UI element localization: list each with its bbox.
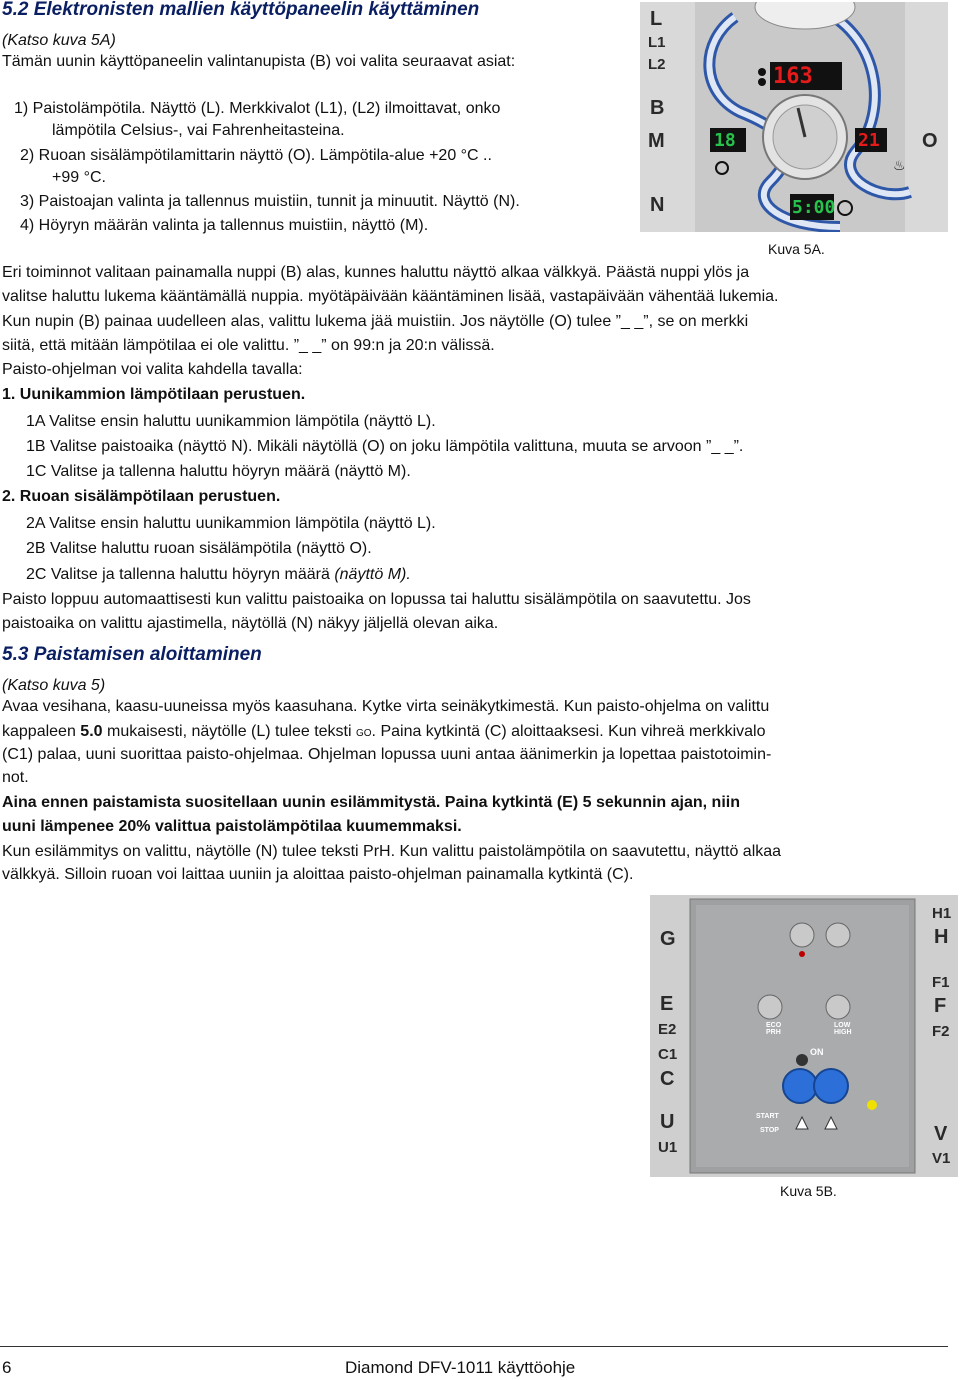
stop-label: STOP	[760, 1127, 779, 1134]
step-2a: 2A Valitse ensin haluttu uunikammion lämpötila (näyttö L).	[26, 515, 436, 532]
label-L2: L2	[648, 56, 666, 73]
paragraph-line: (C1) palaa, uuni suorittaa paisto-ohjelmaa. Ohjelman lopussa uuni antaa äänimerkin ja lopettaa paistotoimin-	[2, 746, 772, 763]
paragraph-line	[2, 721, 765, 742]
bold-note: Aina ennen paistamista suositellaan uunin esilämmitystä. Paina kytkintä (E) 5 sekunnin ajan, niin	[2, 794, 740, 811]
label-V1: V1	[932, 1150, 951, 1167]
method-2-heading: 2. Ruoan sisälämpötilaan perustuen.	[2, 488, 281, 505]
label-V: V	[934, 1123, 948, 1145]
label-C1: C1	[658, 1046, 678, 1063]
list-item-4: 4) Höyryn määrän valinta ja tallennus muistiin, näyttö (M).	[20, 217, 429, 234]
step-1c: 1C Valitse ja tallenna haluttu höyryn määrä (näyttö M).	[26, 463, 411, 480]
document-title: Diamond DFV-1011 käyttöohje	[345, 1358, 576, 1377]
step-2c	[26, 565, 411, 585]
figure-reference: (Katso kuva 5A)	[2, 32, 116, 49]
label-U1: U1	[658, 1139, 678, 1156]
step-2c-text: 2C Valitse ja tallenna haluttu höyryn määrä	[26, 566, 335, 583]
label-M: M	[648, 130, 665, 152]
step-1b: 1B Valitse paistoaika (näyttö N). Mikäli näytöllä (O) on joku lämpötila valittuna, muuta se arvoon ”_ _”.	[26, 438, 744, 455]
list-item-1: 1) Paistolämpötila. Näyttö (L). Merkkivalot (L1), (L2) ilmoittavat, onko	[14, 100, 501, 117]
text-span: mukaisesti, näytölle (L) tulee teksti	[102, 723, 356, 740]
paragraph-line: Paisto-ohjelman voi valita kahdella tavalla:	[2, 361, 303, 378]
list-item-2-cont: +99 °C.	[52, 169, 106, 186]
step-1a: 1A Valitse ensin haluttu uunikammion lämpötila (näyttö L).	[26, 413, 436, 430]
bold-note: uuni lämpenee 20% valittua paistolämpötilaa kuumemmaksi.	[2, 818, 462, 835]
footer-divider	[0, 1346, 948, 1347]
list-item-3: 3) Paistoajan valinta ja tallennus muistiin, tunnit ja minuutit. Näyttö (N).	[20, 193, 520, 210]
paragraph-line: paistoaika on valittu ajastimella, näytöllä (N) näkyy jäljellä olevan aika.	[2, 615, 499, 632]
low-high-label: LOW HIGH	[834, 1022, 852, 1036]
section-title: 5.2 Elektronisten mallien käyttöpaneelin käyttäminen	[2, 0, 480, 20]
label-C: C	[660, 1068, 675, 1090]
section-reference: 5.0	[80, 723, 103, 740]
label-O: O	[922, 130, 938, 152]
eco-label: ECO PRH	[766, 1022, 782, 1036]
label-L: L	[650, 8, 663, 30]
paragraph-line: valitse haluttu lukema kääntämällä nuppia. myötäpäivään kääntäminen lisää, vastapäivään vähentää lukemia.	[2, 288, 779, 305]
figure-5b-caption: Kuva 5B.	[780, 1183, 837, 1199]
paragraph-line: Kun esilämmitys on valittu, näytölle (N) tulee teksti PrH. Kun valittu paistolämpötila on saavutettu, näyttö alkaa	[2, 843, 782, 860]
figure-5b	[650, 895, 958, 1177]
method-1-heading: 1. Uunikammion lämpötilaan perustuen.	[2, 386, 306, 403]
on-label: ON	[810, 1047, 824, 1057]
figure-reference: (Katso kuva 5)	[2, 677, 106, 694]
label-N: N	[650, 194, 665, 216]
label-E2: E2	[658, 1021, 677, 1038]
label-F2: F2	[932, 1023, 950, 1040]
text-span: . Paina kytkintä (C) aloittaaksesi. Kun vihreä merkkivalo	[371, 723, 766, 740]
label-L1: L1	[648, 34, 666, 51]
svg-text:♨: ♨	[893, 158, 906, 174]
list-item-2: 2) Ruoan sisälämpötilamittarin näyttö (O). Lämpötila-alue +20 °C ..	[20, 147, 492, 164]
label-H: H	[934, 926, 949, 948]
text-span: kappaleen	[2, 723, 81, 740]
paragraph-line: välkkyä. Silloin ruoan voi laittaa uuniin ja aloittaa paisto-ohjelman painamalla kytkintä (C).	[2, 866, 634, 883]
label-G: G	[660, 928, 676, 950]
label-U: U	[660, 1111, 675, 1133]
label-H1: H1	[932, 905, 952, 922]
label-E: E	[660, 993, 674, 1015]
figure-5a-caption: Kuva 5A.	[768, 241, 825, 257]
display-right: 21	[858, 130, 880, 151]
label-F: F	[934, 995, 947, 1017]
display-left: 18	[714, 130, 736, 151]
section-title: 5.3 Paistamisen aloittaminen	[2, 644, 262, 665]
paragraph-line: Eri toiminnot valitaan painamalla nuppi (B) alas, kunnes haluttu näyttö alkaa välkkyä. Päästä nuppi ylös ja	[2, 264, 750, 281]
display-bottom: 5:00	[792, 197, 836, 218]
step-2c-italic: (näyttö M).	[334, 566, 411, 583]
paragraph-line: Avaa vesihana, kaasu-uuneissa myös kaasuhana. Kytke virta seinäkytkimestä. Kun paisto-ohjelma on valittu	[2, 698, 770, 715]
display-text-go: go	[355, 723, 372, 739]
paragraph-line: not.	[2, 769, 29, 786]
paragraph-line: siitä, että mitään lämpötilaa ei ole valittu. ”_ _” on 99:n ja 20:n välissä.	[2, 337, 495, 354]
label-B: B	[650, 97, 665, 119]
start-label: START	[756, 1113, 779, 1120]
paragraph-line: Kun nupin (B) painaa uudelleen alas, valittu lukema jää muistiin. Jos näytölle (O) tulee ”_ _”, se on merkki	[2, 313, 749, 330]
label-F1: F1	[932, 974, 950, 991]
step-2b: 2B Valitse haluttu ruoan sisälämpötila (näyttö O).	[26, 540, 372, 557]
paragraph-line: Paisto loppuu automaattisesti kun valittu paistoaika on lopussa tai haluttu sisälämpötila on saavutettu. Jos	[2, 591, 751, 608]
display-top: 163	[773, 64, 813, 89]
figure-5a	[640, 2, 948, 232]
page-number: 6	[2, 1358, 12, 1377]
switch-panel-illustration	[650, 895, 958, 1177]
list-item-1-cont: lämpötila Celsius-, vai Fahrenheitasteina.	[52, 122, 345, 139]
intro-text: Tämän uunin käyttöpaneelin valintanupista (B) voi valita seuraavat asiat:	[2, 53, 516, 70]
